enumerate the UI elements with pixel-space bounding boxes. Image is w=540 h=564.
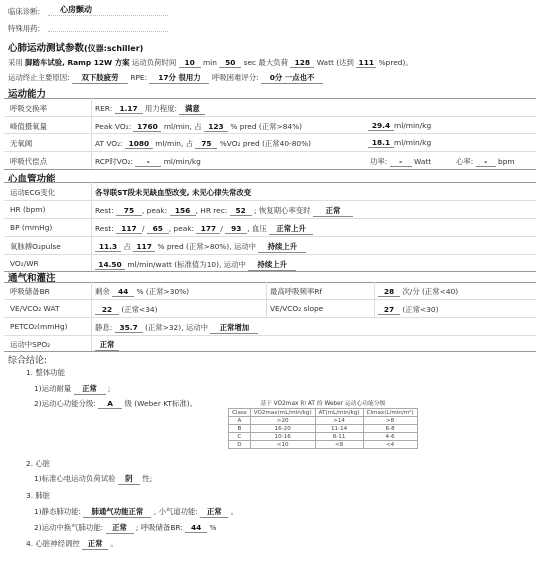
table-row <box>229 417 418 425</box>
field-text: 正常 <box>74 383 106 395</box>
rcp-hr <box>456 156 515 167</box>
field-text: Peak VO₂: <box>95 122 132 131</box>
field-text: RPE: <box>130 73 148 82</box>
field-text: 2)运动心功能分级: <box>34 399 96 408</box>
field-text: peak: <box>146 206 168 215</box>
field-text: 正常 <box>200 506 228 518</box>
field-text: 44 <box>112 287 134 297</box>
table-cell: C <box>229 433 251 441</box>
field-text: 22 <box>95 305 119 315</box>
diagnosis-label: 临床诊断: <box>8 7 41 16</box>
spo2-row <box>95 339 119 351</box>
field-text: %pred)。 <box>378 58 413 67</box>
conclusion-s3: 3. 肺脏 <box>26 491 51 500</box>
table-cell: >8 <box>363 417 417 425</box>
field-text: 正常 <box>82 538 108 550</box>
field-text: Watt <box>414 157 432 166</box>
max-load: 128 <box>290 58 314 68</box>
field-text: ml/min/kg <box>163 157 201 166</box>
field-text: ; 呼吸储备BR: <box>135 523 183 532</box>
termination-reason: 双下肢疲劳 <box>72 72 128 84</box>
rf-row <box>378 286 458 297</box>
rf-label: 最高呼吸频率Rf <box>270 287 323 296</box>
field-text: bpm <box>498 157 515 166</box>
field-text: 心率: <box>456 157 474 166</box>
field-text: 11.3 <box>95 242 121 252</box>
table-cell: <10 <box>250 441 315 449</box>
field-text: % pred (正常>80%), 运动中 <box>157 242 257 251</box>
rcp-power <box>370 156 431 167</box>
cpet-title <box>8 40 143 54</box>
o2pulse-row <box>95 241 306 253</box>
vo2wr-label: VO₂/WR <box>10 259 39 268</box>
field-text: 1)静态肺功能: <box>34 507 82 516</box>
petco2-row <box>95 322 258 334</box>
field-text: 117 <box>116 224 142 234</box>
field-text: 123 <box>204 122 228 132</box>
vevco2-wat-row <box>95 304 158 315</box>
conclusion-s1: 1. 整体功能 <box>26 368 65 377</box>
table-row <box>229 433 418 441</box>
field-text: , 小气道功能: <box>153 507 198 516</box>
field-text: Rest: <box>95 206 114 215</box>
weber-header: Class <box>229 409 251 417</box>
table-cell: <8 <box>315 441 363 449</box>
field-text: 177 <box>196 224 220 234</box>
capacity-title: 运动能力 <box>8 89 47 100</box>
field-text: 93 <box>225 224 247 234</box>
field-text: (正常<30) <box>402 305 439 314</box>
field-text: - <box>476 157 496 167</box>
field-text: A <box>98 399 122 409</box>
field-text: 正常 <box>313 205 353 217</box>
rpe-score: 17分 很用力 <box>149 72 209 84</box>
field-text: RCP时VO₂: <box>95 157 133 166</box>
field-text: Rest: <box>95 224 114 233</box>
field-text: 117 <box>133 242 155 252</box>
table-cell: A <box>229 417 251 425</box>
field-text: ; 恢复期心率变时 <box>254 206 311 215</box>
bp-row: Rest: 117 / 65 , peak: 177 / 93 , 血压 正常上升 <box>95 223 313 235</box>
conclusion-s1-1 <box>34 383 110 395</box>
field-text: ml/min, 占 <box>163 122 202 131</box>
field-text: ml/min/kg <box>394 121 432 130</box>
field-text: 功率: <box>370 157 388 166</box>
br-label: 呼吸储备BR <box>10 287 50 296</box>
field-text: - <box>390 157 412 167</box>
field-text: 静息: <box>95 323 113 332</box>
field-text: 1)运动耐量 <box>34 384 72 393</box>
medication-underline <box>48 31 168 32</box>
o2pulse-label: 氧脉搏O₂pulse <box>10 242 61 251</box>
field-text: ; <box>107 384 111 393</box>
field-text: 持续上升 <box>248 259 296 271</box>
field-text: 肺通气功能正常 <box>83 506 151 518</box>
table-cell: 4-6 <box>363 433 417 441</box>
field-text: 。 <box>230 507 239 516</box>
field-text: 运动终止主要原因: <box>8 73 70 82</box>
peak-vo2-kg <box>368 121 431 131</box>
weber-header: AT(mL/min/kg) <box>315 409 363 417</box>
field-text: 1.17 <box>115 104 143 114</box>
field-text: 持续上升 <box>258 241 306 253</box>
rcp-label: 呼吸代偿点 <box>10 157 47 166</box>
field-text: 18.1 <box>368 138 394 148</box>
field-text: - <box>135 157 161 167</box>
field-text: 呼吸困难评分: <box>211 73 259 82</box>
field-text: 75 <box>195 139 217 149</box>
vo2wr-row <box>95 259 296 271</box>
field-text: 52 <box>230 206 252 216</box>
table-cell: 8-11 <box>315 433 363 441</box>
at-kg <box>368 138 431 148</box>
conclusion-s3-1 <box>34 506 238 518</box>
conclusion-s2: 2. 心脏 <box>26 459 51 468</box>
bp-label: BP (mmHg) <box>10 223 53 232</box>
duration-min: 10 <box>179 58 201 68</box>
field-text: 用力程度: <box>144 104 177 113</box>
table-cell: >14 <box>315 417 363 425</box>
vevco2-slope-row <box>378 304 439 315</box>
diagnosis-value: 心房颤动 <box>48 4 168 16</box>
spo2-label: 运动中SPO₂ <box>10 340 51 349</box>
ecg-label: 运动ECG变化 <box>10 188 56 197</box>
field-text: 采用 <box>8 58 23 67</box>
rer-label: 呼吸交换率 <box>10 104 47 113</box>
field-text: min <box>202 58 217 67</box>
field-text: % pred (正常>84%) <box>230 122 303 131</box>
field-text: 44 <box>185 523 207 533</box>
field-text: 满意 <box>179 103 205 115</box>
field-text: 28 <box>378 287 400 297</box>
field-text: 4. 心脏神经调控 <box>26 539 80 548</box>
field-text: 156 <box>170 206 196 216</box>
field-text: 正常上升 <box>269 223 313 235</box>
br-row <box>95 286 189 297</box>
field-text: 1)标准心电运动负荷试验 <box>34 474 116 483</box>
field-text: 级 (Weber KT标准)。 <box>124 399 198 408</box>
field-text: 75 <box>116 206 142 216</box>
table-cell: >20 <box>250 417 315 425</box>
field-text: 2)运动中换气肺功能: <box>34 523 104 532</box>
table-cell: 10-16 <box>250 433 315 441</box>
at-row <box>95 138 311 149</box>
cpet-line-2 <box>8 72 323 84</box>
field-text: 血压 <box>251 224 267 233</box>
weber-header: VO2max(mL/min/kg) <box>250 409 315 417</box>
field-text: 1760 <box>133 122 161 132</box>
field-text: (仪器:schiller) <box>84 44 144 53</box>
field-text: 次/分 (正常<40) <box>402 287 459 296</box>
field-text: 35.7 <box>115 323 143 333</box>
at-label: 无氧阈 <box>10 139 33 148</box>
table-cell: D <box>229 441 251 449</box>
field-text: 正常 <box>106 522 134 534</box>
conclusion-s3-2 <box>34 522 217 534</box>
field-text: 29.4 <box>368 121 394 131</box>
field-text: % <box>209 523 217 532</box>
field-text: 1080 <box>125 139 153 149</box>
conclusion-s4 <box>26 538 118 550</box>
weber-table <box>228 398 418 449</box>
peak-vo2-row <box>95 121 302 132</box>
field-text: 心肺运动测试参数 <box>8 43 85 54</box>
field-text: 27 <box>378 305 400 315</box>
conclusion-s1-2 <box>34 398 197 409</box>
table-cell: B <box>229 425 251 433</box>
field-text: 正常增加 <box>210 322 258 334</box>
field-text: (正常<34) <box>121 305 158 314</box>
field-text: AT VO₂: <box>95 139 123 148</box>
duration-sec: 50 <box>219 58 241 68</box>
rcp-row <box>95 156 201 167</box>
medication-label: 特殊用药: <box>8 24 41 33</box>
peak-vo2-label: 峰值摄氧量 <box>10 122 47 131</box>
table-cell: 6-8 <box>363 425 417 433</box>
table-cell: 11-14 <box>315 425 363 433</box>
petco2-label: PETCO₂(mmHg) <box>10 322 68 331</box>
field-text: 65 <box>147 224 169 234</box>
field-text: 占 <box>123 242 131 251</box>
field-text: 。 <box>110 539 118 548</box>
field-text: ml/min/kg <box>394 138 432 147</box>
hr-row: Rest: 75 , peak: 156 , HR rec: 52 ; 恢复期心率变时 正常 <box>95 205 353 217</box>
field-text: % (正常>30%) <box>136 287 190 296</box>
table-cell: <4 <box>363 441 417 449</box>
field-text: 运动负荷时间 <box>131 58 177 67</box>
test-method: 脚踏车试验, Ramp 12W 方案 <box>25 58 130 67</box>
field-text: 阴 <box>118 473 140 485</box>
table-cell: 16-20 <box>250 425 315 433</box>
field-text: HR rec: <box>200 206 228 215</box>
field-text: ml/min, 占 <box>155 139 194 148</box>
vevco2-slope-label: VE/VCO₂ slope <box>270 304 324 313</box>
rer-row <box>95 103 205 115</box>
load-pct-pred: 111 <box>356 58 376 68</box>
field-text: RER: <box>95 104 113 113</box>
field-text: peak: <box>173 224 195 233</box>
field-text: %VO₂ pred (正常40-80%) <box>219 139 312 148</box>
field-text: 14.50 <box>95 260 125 270</box>
field-text: Watt (达到 <box>316 58 354 67</box>
cpet-line-1 <box>8 57 413 68</box>
field-text: (正常>32), 运动中 <box>145 323 209 332</box>
field-text: 性; <box>142 474 153 483</box>
field-text: ml/min/watt (标准值为10), 运动中 <box>127 260 246 269</box>
weber-caption: 基于 VO2max 和 AT 的 Weber 运动心功能分级 <box>260 401 386 407</box>
field-text: 剩余 <box>95 287 110 296</box>
dyspnea-score: 0分 一点也不 <box>261 72 323 84</box>
hr-label: HR (bpm) <box>10 205 46 214</box>
field-text: 正常 <box>95 339 119 351</box>
vevco2-wat-label: VE/VCO₂ WAT <box>10 304 60 313</box>
vent-title: 通气和灌注 <box>8 273 56 284</box>
weber-header: CImax(L/min/m²) <box>363 409 417 417</box>
field-text: sec 最大负荷 <box>243 58 288 67</box>
table-row <box>229 425 418 433</box>
ecg-value: 各导联ST段未见缺血型改变, 未见心律失常改变 <box>95 188 252 197</box>
conclusion-s2-1 <box>34 473 152 485</box>
conclusion-title: 综合结论: <box>8 356 48 366</box>
weber-header-row <box>229 409 418 417</box>
table-row <box>229 441 418 449</box>
cardio-title: 心血管功能 <box>8 174 56 185</box>
